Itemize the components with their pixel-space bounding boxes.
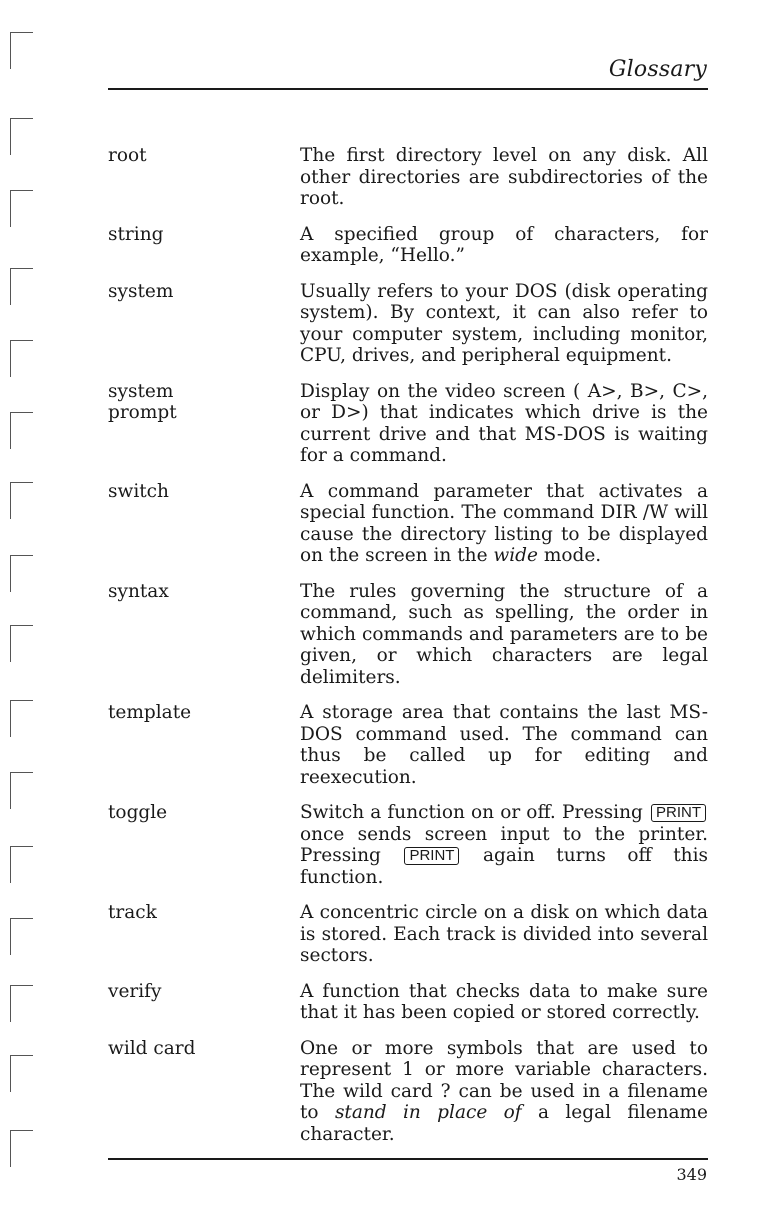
entry-term: template xyxy=(108,702,192,723)
glossary-entry xyxy=(108,381,708,467)
entry-term: system prompt xyxy=(108,380,177,423)
entry-term: switch xyxy=(108,480,169,502)
definition-text: Switch a function on or off. Pressing xyxy=(300,802,643,823)
page-header-title: Glossary xyxy=(608,57,707,82)
entry-definition xyxy=(300,802,708,888)
entry-term: verify xyxy=(108,980,162,1002)
binding-mark xyxy=(10,985,33,1022)
entry-definition: A function that checks data to make sure that it has been copied or stored correctly. xyxy=(300,980,708,1023)
entry-definition: A storage area that contains the last MS-DOS command used. The command can thus be called up for editing and reexecution. xyxy=(300,702,708,788)
binding-mark xyxy=(10,1055,33,1092)
binding-mark xyxy=(10,118,33,155)
entry-definition: Display on the video screen ( A>, B>, C>, or D>) that indicates which drive is the current drive and that MS-DOS is waiting for a command. xyxy=(300,380,708,466)
glossary-list xyxy=(108,145,708,1159)
definition-text: a legal filename character. xyxy=(300,1102,709,1145)
glossary-entry xyxy=(108,281,708,367)
glossary-entry xyxy=(108,1038,708,1146)
binding-mark xyxy=(10,32,33,69)
print-key-icon: PRINT xyxy=(651,804,706,822)
definition-text: mode. xyxy=(537,545,602,566)
page-number: 349 xyxy=(676,1165,707,1184)
entry-term: syntax xyxy=(108,580,169,602)
binding-mark xyxy=(10,772,33,809)
print-key-icon: PRINT xyxy=(404,847,459,865)
binding-mark xyxy=(10,268,33,305)
entry-definition xyxy=(300,1038,708,1146)
entry-definition: Usually refers to your DOS (disk operating system). By context, it can also refer to your computer system, including monitor, CPU, drives, and peripheral equipment. xyxy=(300,280,708,366)
entry-term: wild card xyxy=(108,1037,196,1059)
glossary-entry xyxy=(108,481,708,567)
entry-definition: A concentric circle on a disk on which data is stored. Each track is divided into several sectors. xyxy=(300,902,708,966)
entry-term: string xyxy=(108,223,164,245)
binding-marks xyxy=(0,0,40,1218)
binding-mark xyxy=(10,555,33,592)
entry-term: toggle xyxy=(108,802,168,823)
binding-mark xyxy=(10,1130,33,1167)
binding-mark xyxy=(10,340,33,377)
definition-text: One or more symbols that are used to represent 1 or more variable characters. The wild card ? can be used in a filename to xyxy=(300,1037,708,1123)
entry-term: root xyxy=(108,145,147,166)
header-rule xyxy=(108,88,708,90)
glossary-entry xyxy=(108,581,708,689)
glossary-entry xyxy=(108,802,708,888)
definition-emphasis: stand in place of xyxy=(334,1102,522,1123)
binding-mark xyxy=(10,700,33,737)
binding-mark xyxy=(10,190,33,227)
binding-mark xyxy=(10,918,33,955)
definition-text: A command parameter that activates a special function. The command DIR /W will cause the directory listing to be displayed on the screen in the xyxy=(300,480,708,566)
glossary-entry xyxy=(108,224,708,267)
binding-mark xyxy=(10,625,33,662)
entry-definition: The first directory level on any disk. All other directories are subdirectories of the root. xyxy=(300,145,708,209)
binding-mark xyxy=(10,412,33,449)
footer-rule xyxy=(108,1158,708,1160)
glossary-entry xyxy=(108,702,708,788)
binding-mark xyxy=(10,482,33,519)
definition-text: again turns off this function. xyxy=(300,845,708,888)
entry-definition: The rules governing the structure of a command, such as spelling, the order in which commands and parameters are to be given, or which characters are legal delimiters. xyxy=(300,580,708,688)
glossary-entry xyxy=(108,981,708,1024)
glossary-entry xyxy=(108,902,708,967)
entry-term: track xyxy=(108,902,157,923)
entry-term: system xyxy=(108,280,174,302)
entry-definition xyxy=(300,481,708,567)
entry-definition: A specified group of characters, for example, “Hello.” xyxy=(300,223,708,266)
binding-mark xyxy=(10,846,33,883)
glossary-entry xyxy=(108,145,708,210)
definition-text: once sends screen input to the printer. Pressing xyxy=(300,823,708,866)
definition-emphasis: wide xyxy=(493,545,538,566)
